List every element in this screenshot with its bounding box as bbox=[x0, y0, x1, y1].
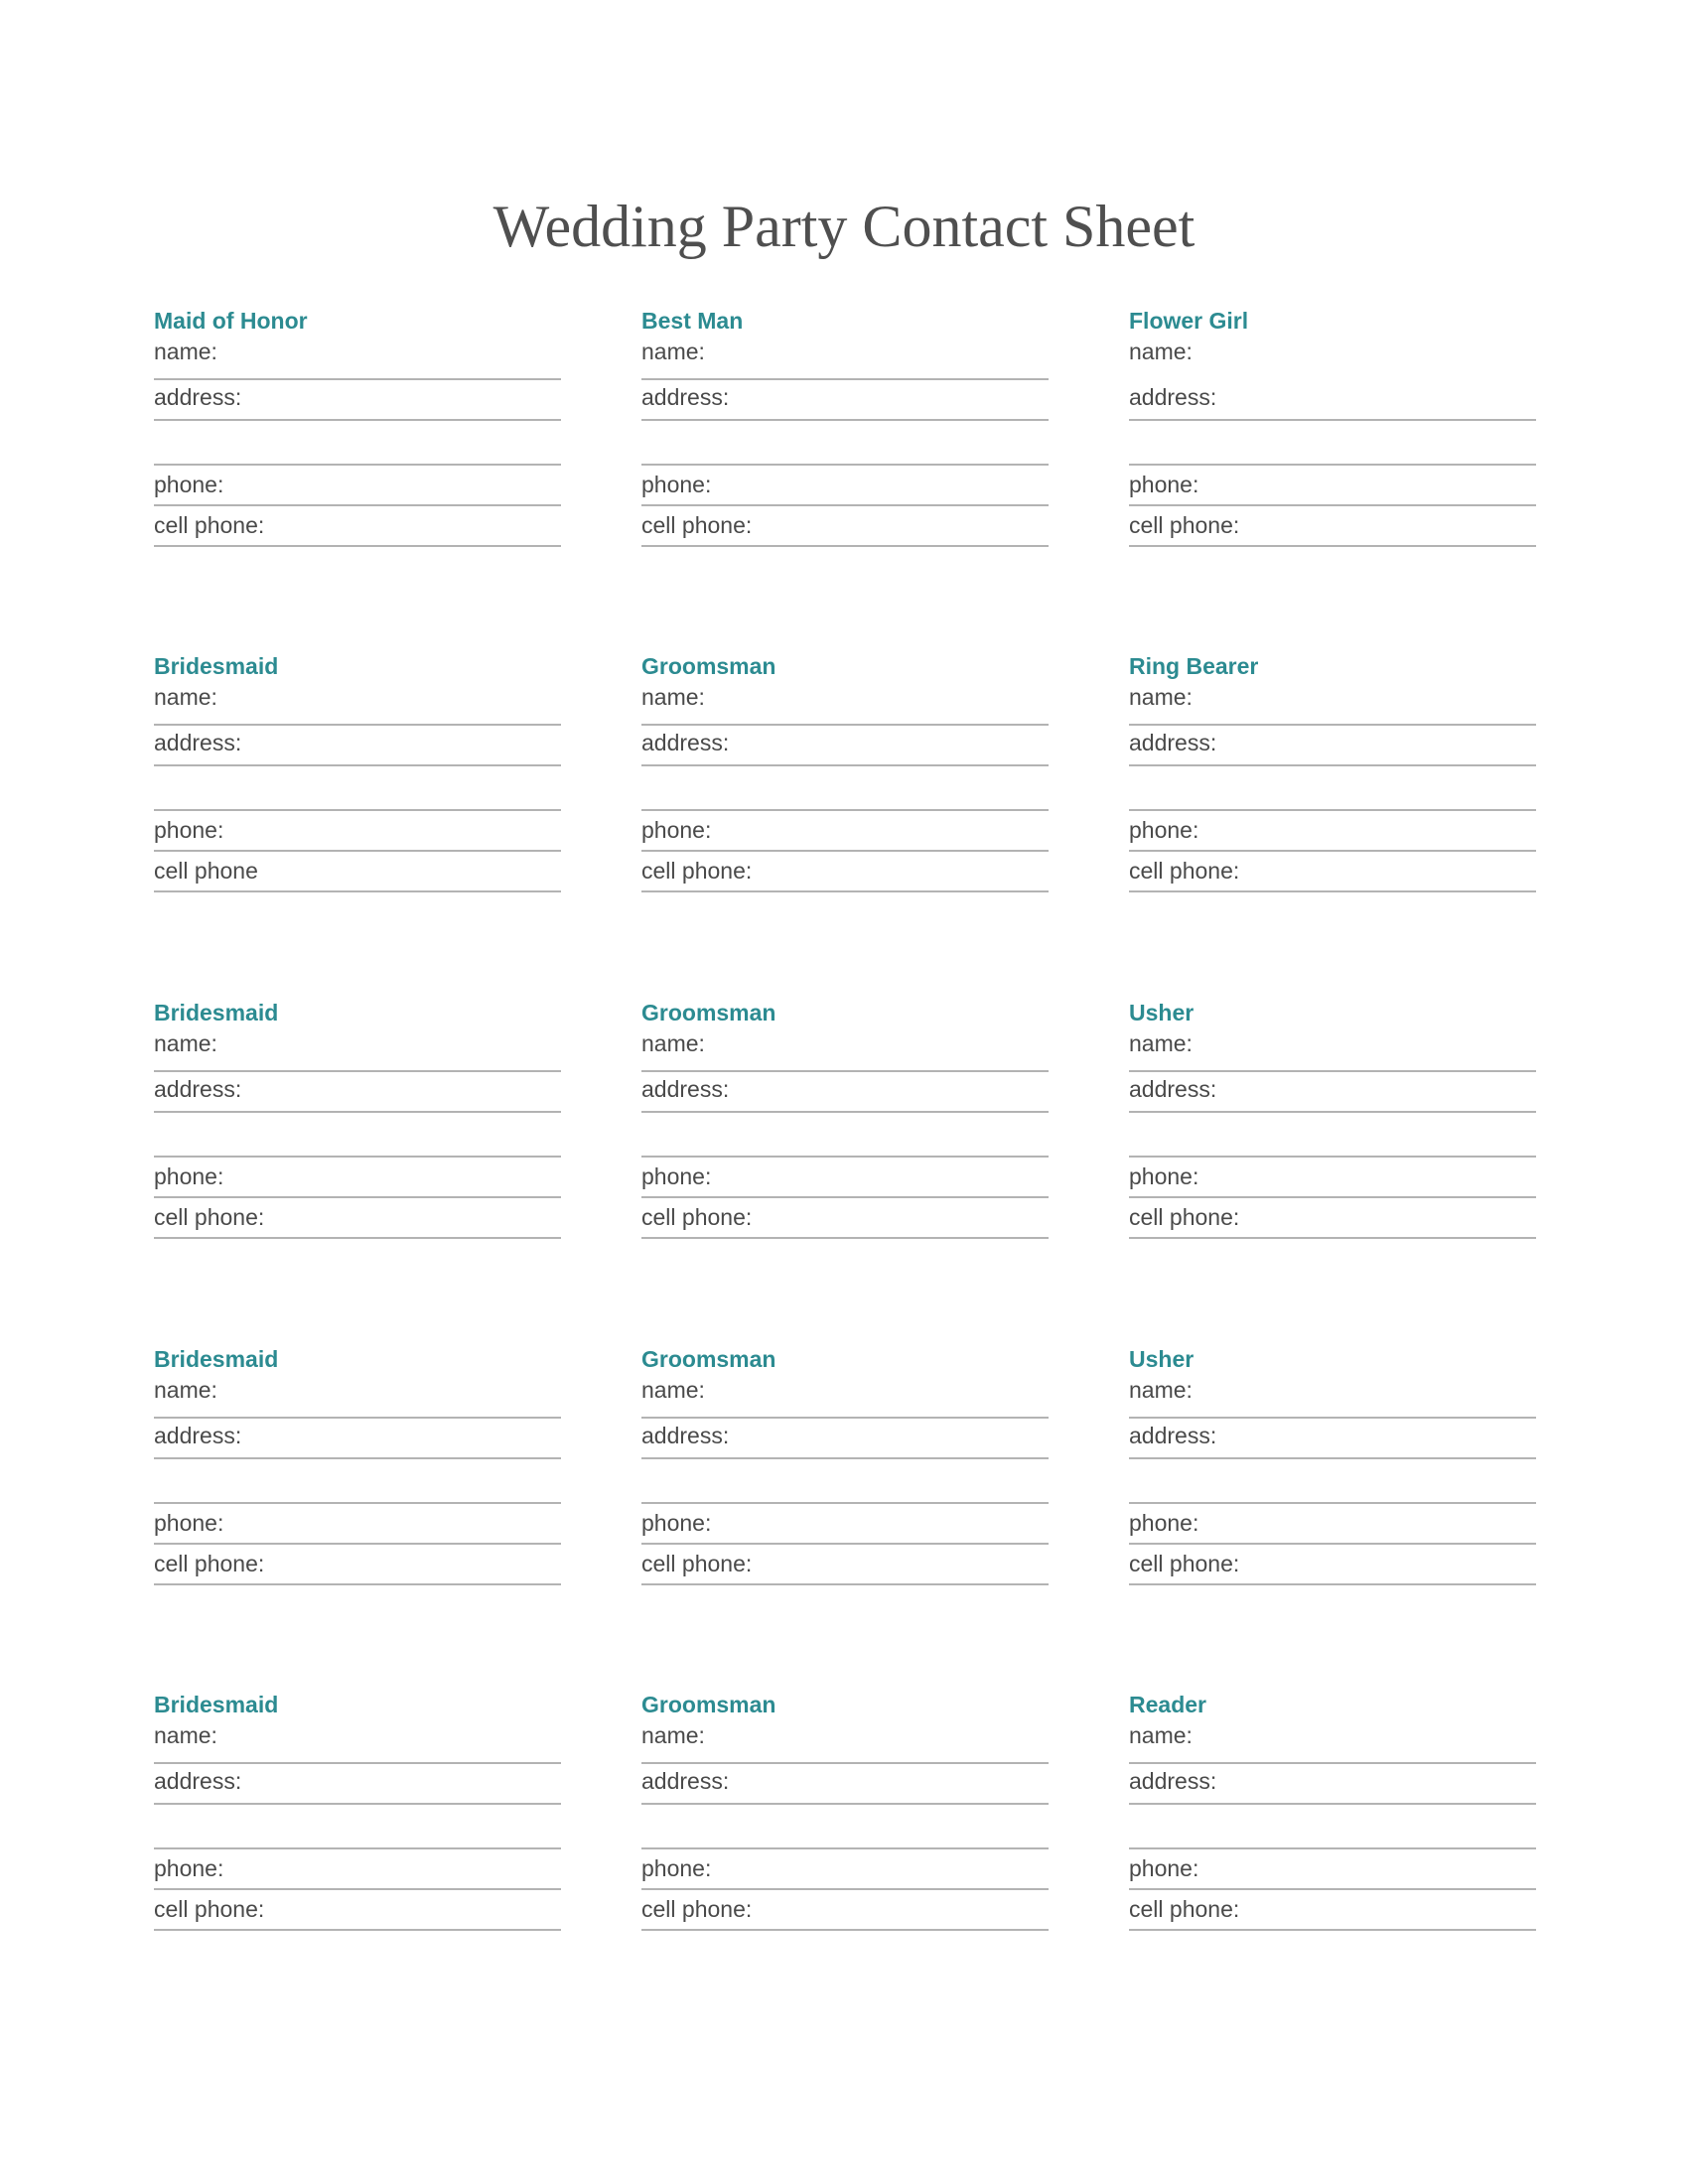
name-label: name: bbox=[1129, 339, 1193, 364]
cell-phone-line[interactable] bbox=[1129, 1237, 1536, 1239]
address-line-1[interactable] bbox=[641, 1803, 1049, 1805]
role-heading: Groomsman bbox=[641, 1346, 776, 1372]
name-label: name: bbox=[154, 684, 217, 710]
cell-phone-label: cell phone: bbox=[641, 1551, 753, 1576]
address-line-2[interactable] bbox=[641, 809, 1049, 811]
name-label: name: bbox=[641, 684, 705, 710]
cell-phone-label: cell phone: bbox=[154, 1896, 265, 1922]
phone-label: phone: bbox=[154, 817, 224, 843]
address-line-2[interactable] bbox=[154, 1156, 561, 1158]
phone-label: phone: bbox=[1129, 1510, 1199, 1536]
address-line-1[interactable] bbox=[1129, 419, 1536, 421]
cell-phone-line[interactable] bbox=[641, 545, 1049, 547]
cell-phone-line[interactable] bbox=[1129, 890, 1536, 892]
phone-line[interactable] bbox=[154, 850, 561, 852]
cell-phone-line[interactable] bbox=[641, 1929, 1049, 1931]
address-line-1[interactable] bbox=[154, 1111, 561, 1113]
name-line[interactable] bbox=[641, 378, 1049, 380]
address-line-1[interactable] bbox=[1129, 1457, 1536, 1459]
contact-card-bridesmaid bbox=[154, 1691, 561, 1939]
phone-line[interactable] bbox=[154, 504, 561, 506]
address-line-2[interactable] bbox=[1129, 1847, 1536, 1849]
address-label: address: bbox=[154, 1423, 242, 1448]
address-line-2[interactable] bbox=[641, 464, 1049, 466]
name-label: name: bbox=[641, 1030, 705, 1056]
phone-line[interactable] bbox=[641, 1196, 1049, 1198]
address-line-2[interactable] bbox=[641, 1156, 1049, 1158]
address-label: address: bbox=[1129, 384, 1217, 410]
address-line-2[interactable] bbox=[154, 1847, 561, 1849]
cell-phone-label: cell phone: bbox=[1129, 512, 1240, 538]
name-label: name: bbox=[641, 339, 705, 364]
phone-line[interactable] bbox=[1129, 1888, 1536, 1890]
cell-phone-label: cell phone: bbox=[1129, 1551, 1240, 1576]
cell-phone-line[interactable] bbox=[154, 890, 561, 892]
name-label: name: bbox=[641, 1722, 705, 1748]
phone-label: phone: bbox=[1129, 1855, 1199, 1881]
name-label: name: bbox=[1129, 1030, 1193, 1056]
phone-label: phone: bbox=[641, 1855, 712, 1881]
phone-line[interactable] bbox=[1129, 850, 1536, 852]
cell-phone-line[interactable] bbox=[641, 1583, 1049, 1585]
contact-card-groomsman bbox=[641, 1691, 1049, 1939]
address-line-2[interactable] bbox=[1129, 1502, 1536, 1504]
address-line-1[interactable] bbox=[641, 764, 1049, 766]
role-heading: Groomsman bbox=[641, 1692, 776, 1717]
address-line-2[interactable] bbox=[154, 809, 561, 811]
phone-line[interactable] bbox=[641, 504, 1049, 506]
address-label: address: bbox=[154, 1076, 242, 1102]
phone-label: phone: bbox=[641, 472, 712, 497]
name-line[interactable] bbox=[1129, 724, 1536, 726]
name-line[interactable] bbox=[1129, 1762, 1536, 1764]
address-line-1[interactable] bbox=[1129, 764, 1536, 766]
address-line-1[interactable] bbox=[641, 1111, 1049, 1113]
cell-phone-line[interactable] bbox=[1129, 545, 1536, 547]
cell-phone-label: cell phone: bbox=[1129, 1896, 1240, 1922]
cell-phone-line[interactable] bbox=[641, 890, 1049, 892]
phone-line[interactable] bbox=[1129, 1196, 1536, 1198]
role-heading: Ring Bearer bbox=[1129, 653, 1259, 679]
address-line-1[interactable] bbox=[641, 1457, 1049, 1459]
contact-card-best-man bbox=[641, 307, 1049, 555]
role-heading: Bridesmaid bbox=[154, 653, 279, 679]
address-line-2[interactable] bbox=[1129, 464, 1536, 466]
name-label: name: bbox=[1129, 684, 1193, 710]
phone-label: phone: bbox=[641, 817, 712, 843]
address-line-1[interactable] bbox=[154, 1457, 561, 1459]
contact-card-groomsman bbox=[641, 652, 1049, 900]
cell-phone-line[interactable] bbox=[154, 545, 561, 547]
role-heading: Bridesmaid bbox=[154, 1692, 279, 1717]
role-heading: Bridesmaid bbox=[154, 1000, 279, 1025]
address-label: address: bbox=[154, 1768, 242, 1794]
cell-phone-label: cell phone: bbox=[641, 1896, 753, 1922]
contact-card-flower-girl bbox=[1129, 307, 1536, 555]
address-label: address: bbox=[1129, 1423, 1217, 1448]
name-label: name: bbox=[154, 1722, 217, 1748]
name-label: name: bbox=[641, 1377, 705, 1403]
name-line[interactable] bbox=[641, 1417, 1049, 1419]
name-line[interactable] bbox=[154, 378, 561, 380]
address-label: address: bbox=[1129, 1076, 1217, 1102]
name-label: name: bbox=[1129, 1377, 1193, 1403]
contact-card-bridesmaid bbox=[154, 652, 561, 900]
address-label: address: bbox=[1129, 730, 1217, 755]
contact-card-usher bbox=[1129, 1345, 1536, 1593]
address-line-2[interactable] bbox=[154, 464, 561, 466]
contact-card-bridesmaid bbox=[154, 999, 561, 1247]
phone-label: phone: bbox=[641, 1510, 712, 1536]
cell-phone-label: cell phone: bbox=[154, 1551, 265, 1576]
name-label: name: bbox=[154, 1377, 217, 1403]
address-label: address: bbox=[641, 1423, 730, 1448]
cell-phone-label: cell phone: bbox=[641, 512, 753, 538]
address-line-2[interactable] bbox=[641, 1502, 1049, 1504]
name-line[interactable] bbox=[154, 1762, 561, 1764]
cell-phone-label: cell phone: bbox=[641, 858, 753, 884]
address-label: address: bbox=[154, 384, 242, 410]
cell-phone-line[interactable] bbox=[1129, 1929, 1536, 1931]
contact-card-ring-bearer bbox=[1129, 652, 1536, 900]
phone-label: phone: bbox=[1129, 1163, 1199, 1189]
phone-label: phone: bbox=[1129, 817, 1199, 843]
address-line-2[interactable] bbox=[1129, 1156, 1536, 1158]
address-line-2[interactable] bbox=[1129, 809, 1536, 811]
cell-phone-label: cell phone: bbox=[641, 1204, 753, 1230]
name-label: name: bbox=[154, 1030, 217, 1056]
contact-card-groomsman bbox=[641, 1345, 1049, 1593]
role-heading: Usher bbox=[1129, 1000, 1195, 1025]
phone-line[interactable] bbox=[641, 1543, 1049, 1545]
cell-phone-label: cell phone: bbox=[154, 1204, 265, 1230]
name-label: name: bbox=[154, 339, 217, 364]
phone-line[interactable] bbox=[1129, 1543, 1536, 1545]
address-label: address: bbox=[641, 730, 730, 755]
cell-phone-line[interactable] bbox=[154, 1583, 561, 1585]
role-heading: Flower Girl bbox=[1129, 308, 1249, 334]
address-label: address: bbox=[641, 1768, 730, 1794]
phone-line[interactable] bbox=[1129, 504, 1536, 506]
contact-card-bridesmaid bbox=[154, 1345, 561, 1593]
name-line[interactable] bbox=[641, 1070, 1049, 1072]
phone-line[interactable] bbox=[154, 1888, 561, 1890]
name-line[interactable] bbox=[1129, 1070, 1536, 1072]
role-heading: Best Man bbox=[641, 308, 744, 334]
phone-line[interactable] bbox=[154, 1196, 561, 1198]
name-line[interactable] bbox=[154, 1070, 561, 1072]
role-heading: Bridesmaid bbox=[154, 1346, 279, 1372]
address-line-1[interactable] bbox=[154, 764, 561, 766]
phone-line[interactable] bbox=[641, 1888, 1049, 1890]
name-line[interactable] bbox=[1129, 1417, 1536, 1419]
contact-card-reader bbox=[1129, 1691, 1536, 1939]
address-label: address: bbox=[641, 384, 730, 410]
page-title: Wedding Party Contact Sheet bbox=[492, 194, 1196, 259]
phone-label: phone: bbox=[1129, 472, 1199, 497]
address-label: address: bbox=[154, 730, 242, 755]
address-line-1[interactable] bbox=[1129, 1803, 1536, 1805]
cell-phone-line[interactable] bbox=[641, 1237, 1049, 1239]
phone-line[interactable] bbox=[641, 850, 1049, 852]
name-line[interactable] bbox=[641, 1762, 1049, 1764]
cell-phone-label: cell phone: bbox=[154, 512, 265, 538]
address-line-2[interactable] bbox=[154, 1502, 561, 1504]
name-line[interactable] bbox=[154, 724, 561, 726]
role-heading: Maid of Honor bbox=[154, 308, 308, 334]
role-heading: Groomsman bbox=[641, 1000, 776, 1025]
phone-label: phone: bbox=[641, 1163, 712, 1189]
address-label: address: bbox=[1129, 1768, 1217, 1794]
role-heading: Usher bbox=[1129, 1346, 1195, 1372]
role-heading: Reader bbox=[1129, 1692, 1206, 1717]
cell-phone-label: cell phone: bbox=[1129, 858, 1240, 884]
name-line[interactable] bbox=[154, 1417, 561, 1419]
phone-line[interactable] bbox=[154, 1543, 561, 1545]
phone-label: phone: bbox=[154, 1163, 224, 1189]
address-line-1[interactable] bbox=[154, 1803, 561, 1805]
cell-phone-label: cell phone bbox=[154, 858, 258, 884]
cell-phone-line[interactable] bbox=[154, 1929, 561, 1931]
role-heading: Groomsman bbox=[641, 653, 776, 679]
cell-phone-line[interactable] bbox=[1129, 1583, 1536, 1585]
address-line-2[interactable] bbox=[641, 1847, 1049, 1849]
contact-card-groomsman bbox=[641, 999, 1049, 1247]
name-label: name: bbox=[1129, 1722, 1193, 1748]
phone-label: phone: bbox=[154, 1510, 224, 1536]
cell-phone-label: cell phone: bbox=[1129, 1204, 1240, 1230]
address-line-1[interactable] bbox=[1129, 1111, 1536, 1113]
phone-label: phone: bbox=[154, 1855, 224, 1881]
contact-card-usher bbox=[1129, 999, 1536, 1247]
contact-card-maid-of-honor bbox=[154, 307, 561, 555]
cell-phone-line[interactable] bbox=[154, 1237, 561, 1239]
address-line-1[interactable] bbox=[154, 419, 561, 421]
phone-label: phone: bbox=[154, 472, 224, 497]
name-line[interactable] bbox=[641, 724, 1049, 726]
address-line-1[interactable] bbox=[641, 419, 1049, 421]
address-label: address: bbox=[641, 1076, 730, 1102]
